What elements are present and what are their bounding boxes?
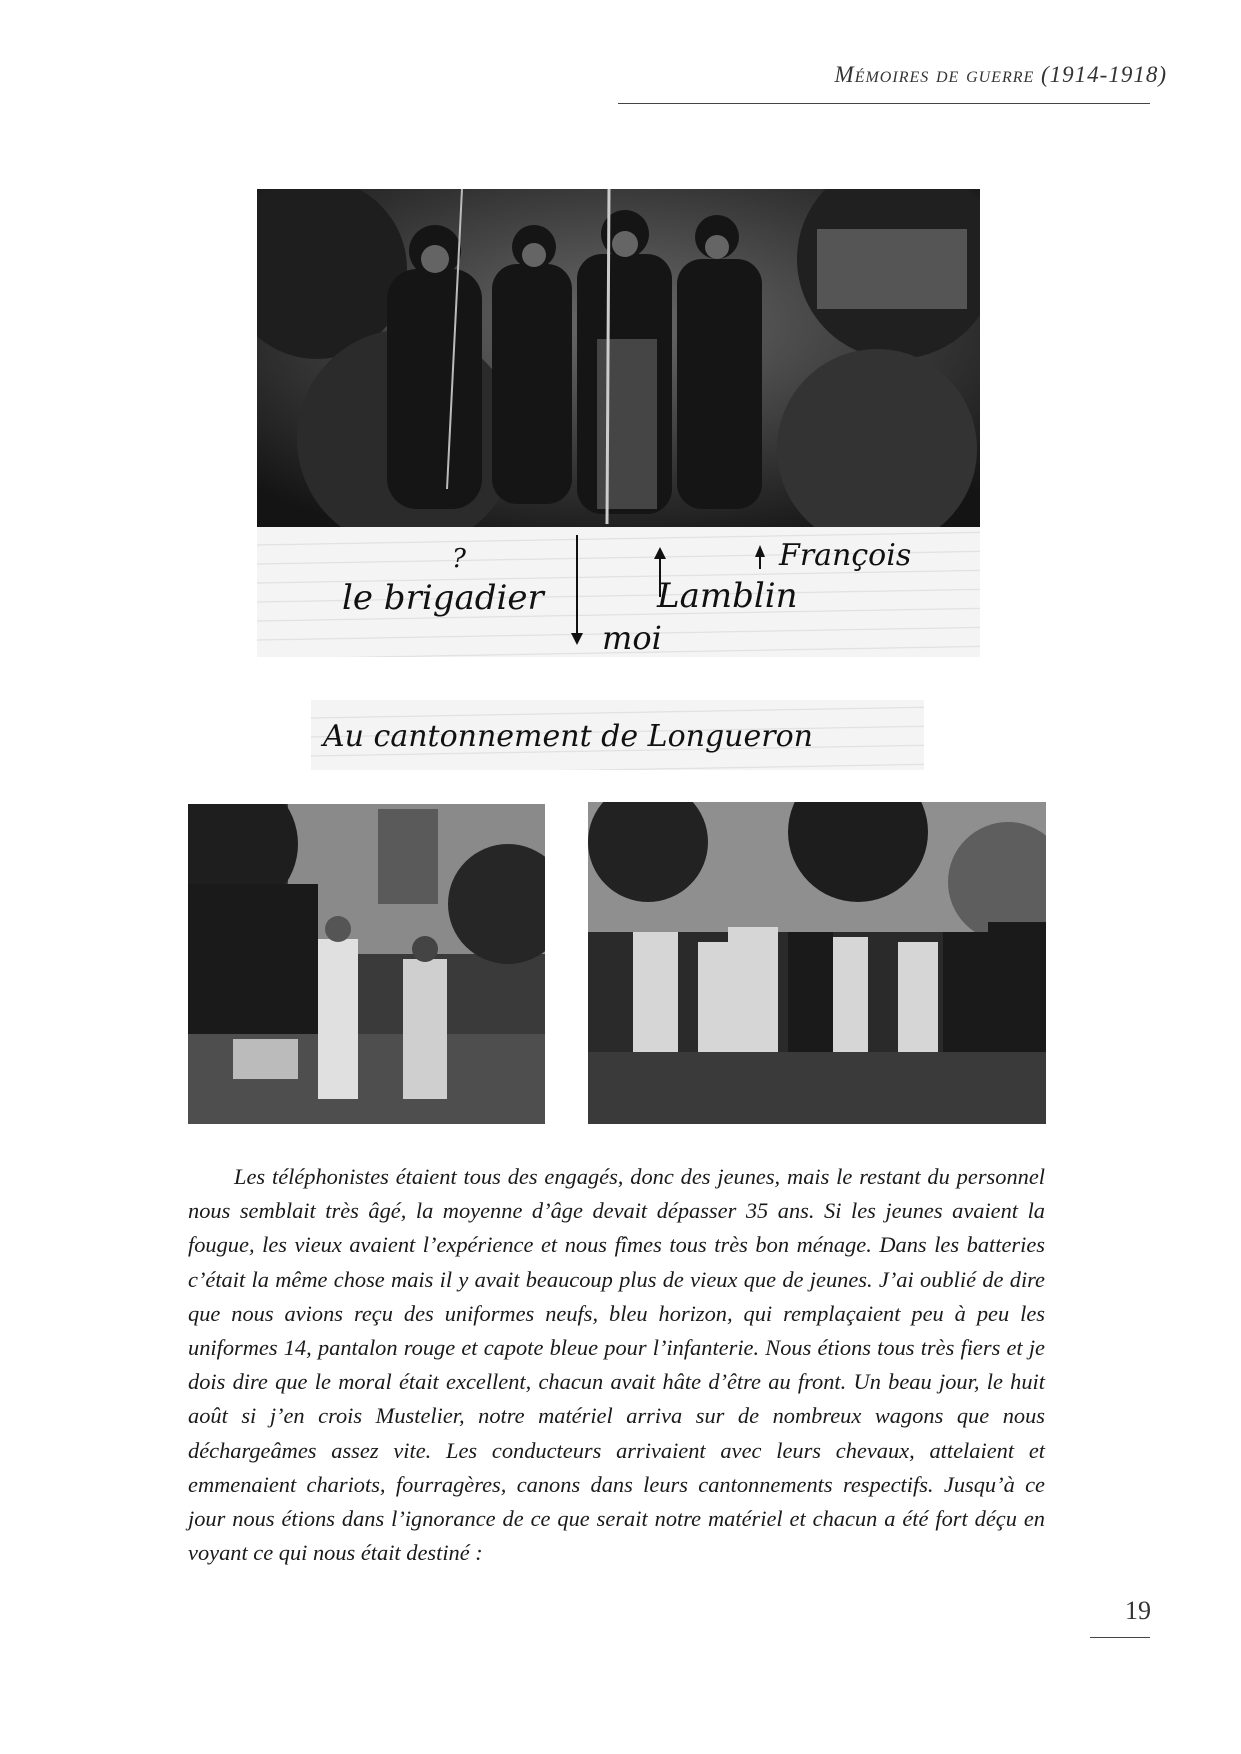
photo-group-of-men bbox=[588, 802, 1046, 1124]
footer-rule bbox=[1090, 1637, 1150, 1638]
body-paragraph: Les téléphonistes étaient tous des engagés, donc des jeunes, mais le restant du personnel nous semblait très âgé, la moyenne d’âge devait dépasser 35 ans. Si les jeunes avaient la fougue, les vieux avaient l’expérience et nous fîmes tous très bon ménage. Dans les batteries c’était la même chose mais il y avait beaucoup plus de vieux que de jeunes. J’ai oublié de dire que nous avions reçu des uniformes neufs, bleu horizon, qui remplaçaient peu à peu les uniformes 14, pantalon rouge et capote bleue pour l’infanterie. Nous étions tous très fiers et je dois dire que le moral était excellent, chacun avait hâte d’être au front. Un beau jour, le huit août si j’en crois Mustelier, notre matériel arriva sur de nombreux wagons que nous déchargeâmes assez vite. Les conducteurs arrivaient avec leurs chevaux, attelaient et emmenaient chariots, fourragères, canons dans leurs cantonnements respectifs. Jusqu’à ce jour nous étions dans l’ignorance de ce que serait notre matériel et chacun a été fort déçu en voyant ce qui nous était destiné : bbox=[188, 1164, 1045, 1566]
handwritten-caption-strip bbox=[257, 527, 980, 657]
photo-courtyard-two-men bbox=[188, 804, 545, 1124]
caption-francois: François bbox=[779, 538, 912, 573]
location-caption-strip bbox=[311, 700, 924, 770]
header-rule bbox=[618, 103, 1150, 104]
caption-lamblin: Lamblin bbox=[657, 576, 798, 616]
caption-question-mark: ? bbox=[452, 544, 466, 574]
running-header: Mémoires de guerre (1914-1918) bbox=[834, 62, 1167, 87]
page-number: 19 bbox=[1125, 1596, 1151, 1625]
photo-four-soldiers bbox=[257, 189, 980, 527]
caption-brigadier: le brigadier bbox=[342, 578, 544, 618]
location-caption: Au cantonnement de Longueron bbox=[323, 719, 813, 754]
caption-moi: moi bbox=[602, 619, 662, 657]
